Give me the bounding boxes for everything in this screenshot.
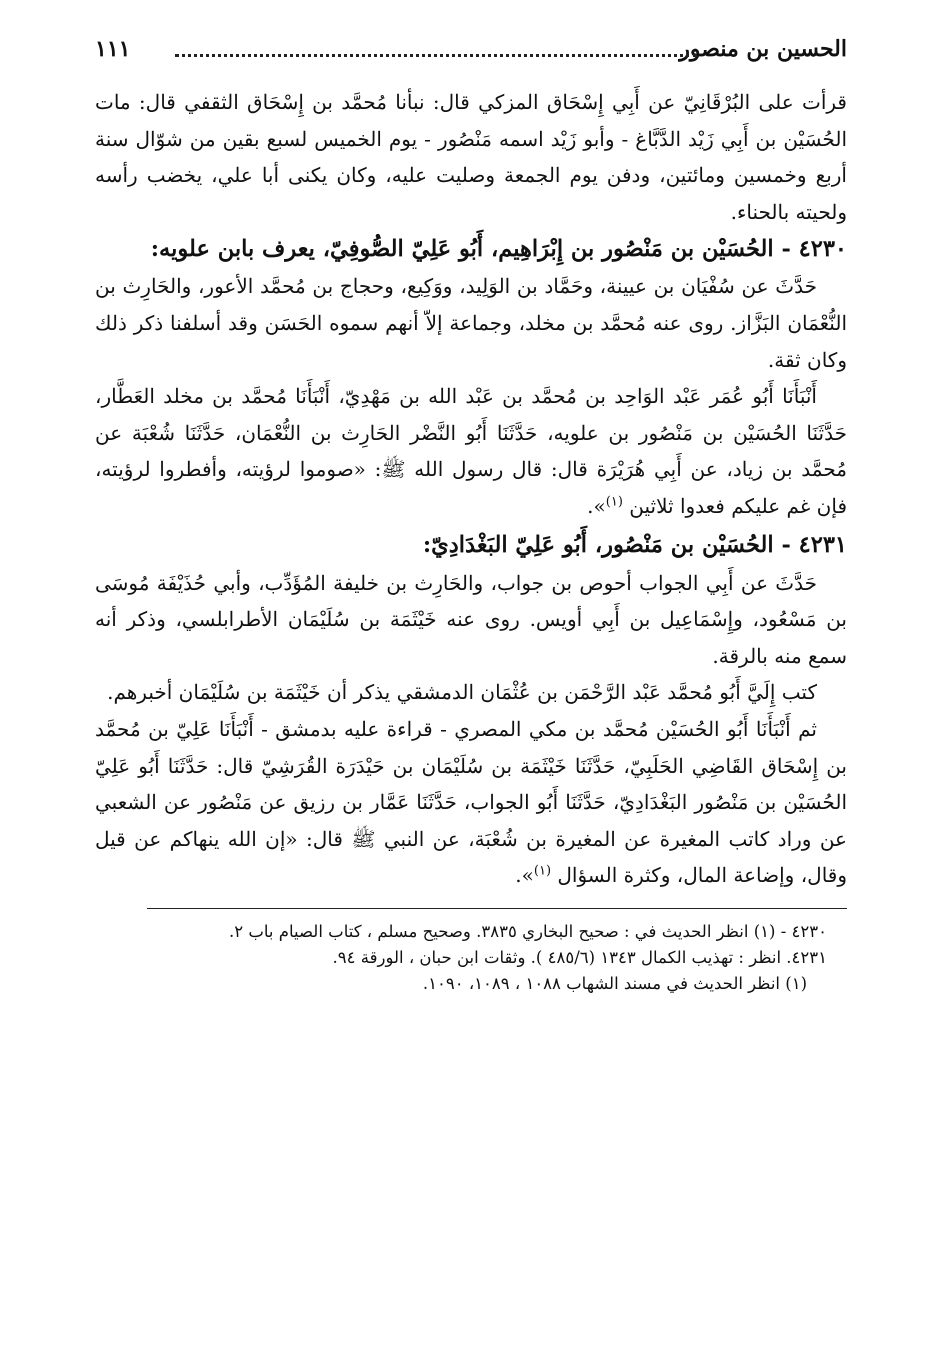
- entry-4230-heading: ٤٢٣٠ - الحُسَيْن بن مَنْصُور بن إِبْرَاهِيم، أَبُو عَلِيّ الصُّوفِيّ، يعرف بابن علويه:: [150, 236, 847, 263]
- entry-4231-hadith-text: ثم أَنْبَأَنَا أَبُو الحُسَيْن مُحمَّد بن مكي المصري - قراءة عليه بدمشق - أَنْبَأَنَا عَلِيّ بن مُحمَّد بن إِسْحَاق القَاضِي الحَلَبِيّ، حَدَّثَنَا خَيْثَمَة بن سُلَيْمَان بن حَيْدَرَة القُرَشِيّ قال: حَدَّثَنَا أَبُو عَلِيّ الحُسَيْن بن مَنْصُور البَغْدَادِيّ، حَدَّثَنَا أَبُو الجواب، حَدَّثَنَا عَمَّار بن رزيق عن مَنْصُور عن الشعبي عن وراد كاتب المغيرة عن المغيرة بن شُعْبَة، عن النبي ﷺ قال: «إن الله ينهاكم عن قيل وقال، وإضاعة المال، وكثرة السؤال: [95, 716, 847, 888]
- entry-4230-hadith: [95, 378, 847, 524]
- entry-4231-correspondence: كتب إِلَيَّ أَبُو مُحمَّد عَبْد الرَّحْمَن بن عُثْمَان الدمشقي يذكر أن خَيْثَمَة بن سُلَيْمَان أخبرهم.: [107, 680, 817, 705]
- footnote-item: ٤٢٣٠ - (١) انظر الحديث في : صحيح البخاري ٣٨٣٥. وصحيح مسلم ، كتاب الصيام باب ٢.: [229, 921, 827, 941]
- entry-4230-hadith-text: أَنْبَأَنَا أَبُو عُمَر عَبْد الوَاحِد بن مُحمَّد بن عَبْد الله بن مَهْدِيّ، أَنْبَأَنَا مُحمَّد بن مخلد العَطَّار، حَدَّثَنَا الحُسَيْن بن مَنْصُور بن علويه، حَدَّثَنَا أَبُو النَّضْر الحَارِث بن النُّعْمَان، حَدَّثَنَا شُعْبَة عن مُحمَّد بن زياد، عن أَبِي هُرَيْرَة قال: قال رسول الله ﷺ: «صوموا لرؤيته، وأفطروا لرؤيته، فإن غم عليكم فعدوا ثلاثين: [95, 384, 847, 518]
- entry-4231-hadith-end: ».: [515, 863, 534, 888]
- entry-4230-hadith-end: ».: [587, 493, 606, 518]
- intro-paragraph: قرأت على البُرْقَانِيّ عن أَبِي إِسْحَاق المزكي قال: نبأنا مُحمَّد بن إِسْحَاق الثقفي قال: مات الحُسَيْن بن أَبِي زَيْد الدَّبَّاغ - وأبو زَيْد اسمه مَنْصُور - يوم الخميس لسبع بقين من شوّال سنة أربع وخمسين ومائتين، ودفن يوم الجمعة وصليت عليه، وكان يكنى أبا علي، يخضب رأسه ولحيته بالحناء.: [95, 90, 847, 224]
- running-title: الحسين بن منصور: [679, 36, 847, 62]
- book-page: [95, 30, 847, 997]
- entry-4231-biography: حَدَّثَ عن أَبِي الجواب أحوص بن جواب، والحَارِث بن خليفة المُؤَدِّب، وأبي حُذَيْفَة مُوسَى بن مَسْعُود، وإِسْمَاعِيل بن أَبِي أويس. روى عنه خَيْثَمَة بن سُلَيْمَان الأطرابلسي، وذكر أنه سمع منه بالرقة.: [95, 570, 847, 668]
- entry-4231-hadith: [95, 711, 847, 894]
- entry-4231-heading: ٤٢٣١ - الحُسَيْن بن مَنْصُور، أَبُو عَلِيّ البَغْدَادِيّ:: [422, 531, 847, 558]
- page-header: [95, 30, 847, 82]
- footnote-item: (١) انظر الحديث في مسند الشهاب ١٠٨٨ ، ١٠٨٩، ١٠٩٠.: [422, 973, 807, 993]
- page-number: ١١١: [95, 36, 131, 62]
- footnote-item: ٤٢٣١. انظر : تهذيب الكمال ١٣٤٣ (٤٨٥/٦ ). وثقات ابن حبان ، الورقة ٩٤.: [332, 947, 827, 967]
- footnote-reference[interactable]: (١): [533, 863, 552, 879]
- footnote-reference[interactable]: (١): [605, 494, 623, 510]
- footnote-divider: [147, 908, 847, 909]
- header-dotted-leader: [175, 54, 697, 57]
- footnotes-section: [95, 919, 847, 997]
- entry-4230-biography: حَدَّثَ عن سُفْيَان بن عيينة، وحَمَّاد بن الوَلِيد، ووَكِيع، وحجاج بن مُحمَّد الأعور، والحَارِث بن النُّعْمَان البَزَّاز. روى عنه مُحمَّد بن مخلد، وجماعة إلاّ أنهم سموه الحَسَن وقد أسلفنا ذكر ذلك وكان ثقة.: [95, 274, 847, 372]
